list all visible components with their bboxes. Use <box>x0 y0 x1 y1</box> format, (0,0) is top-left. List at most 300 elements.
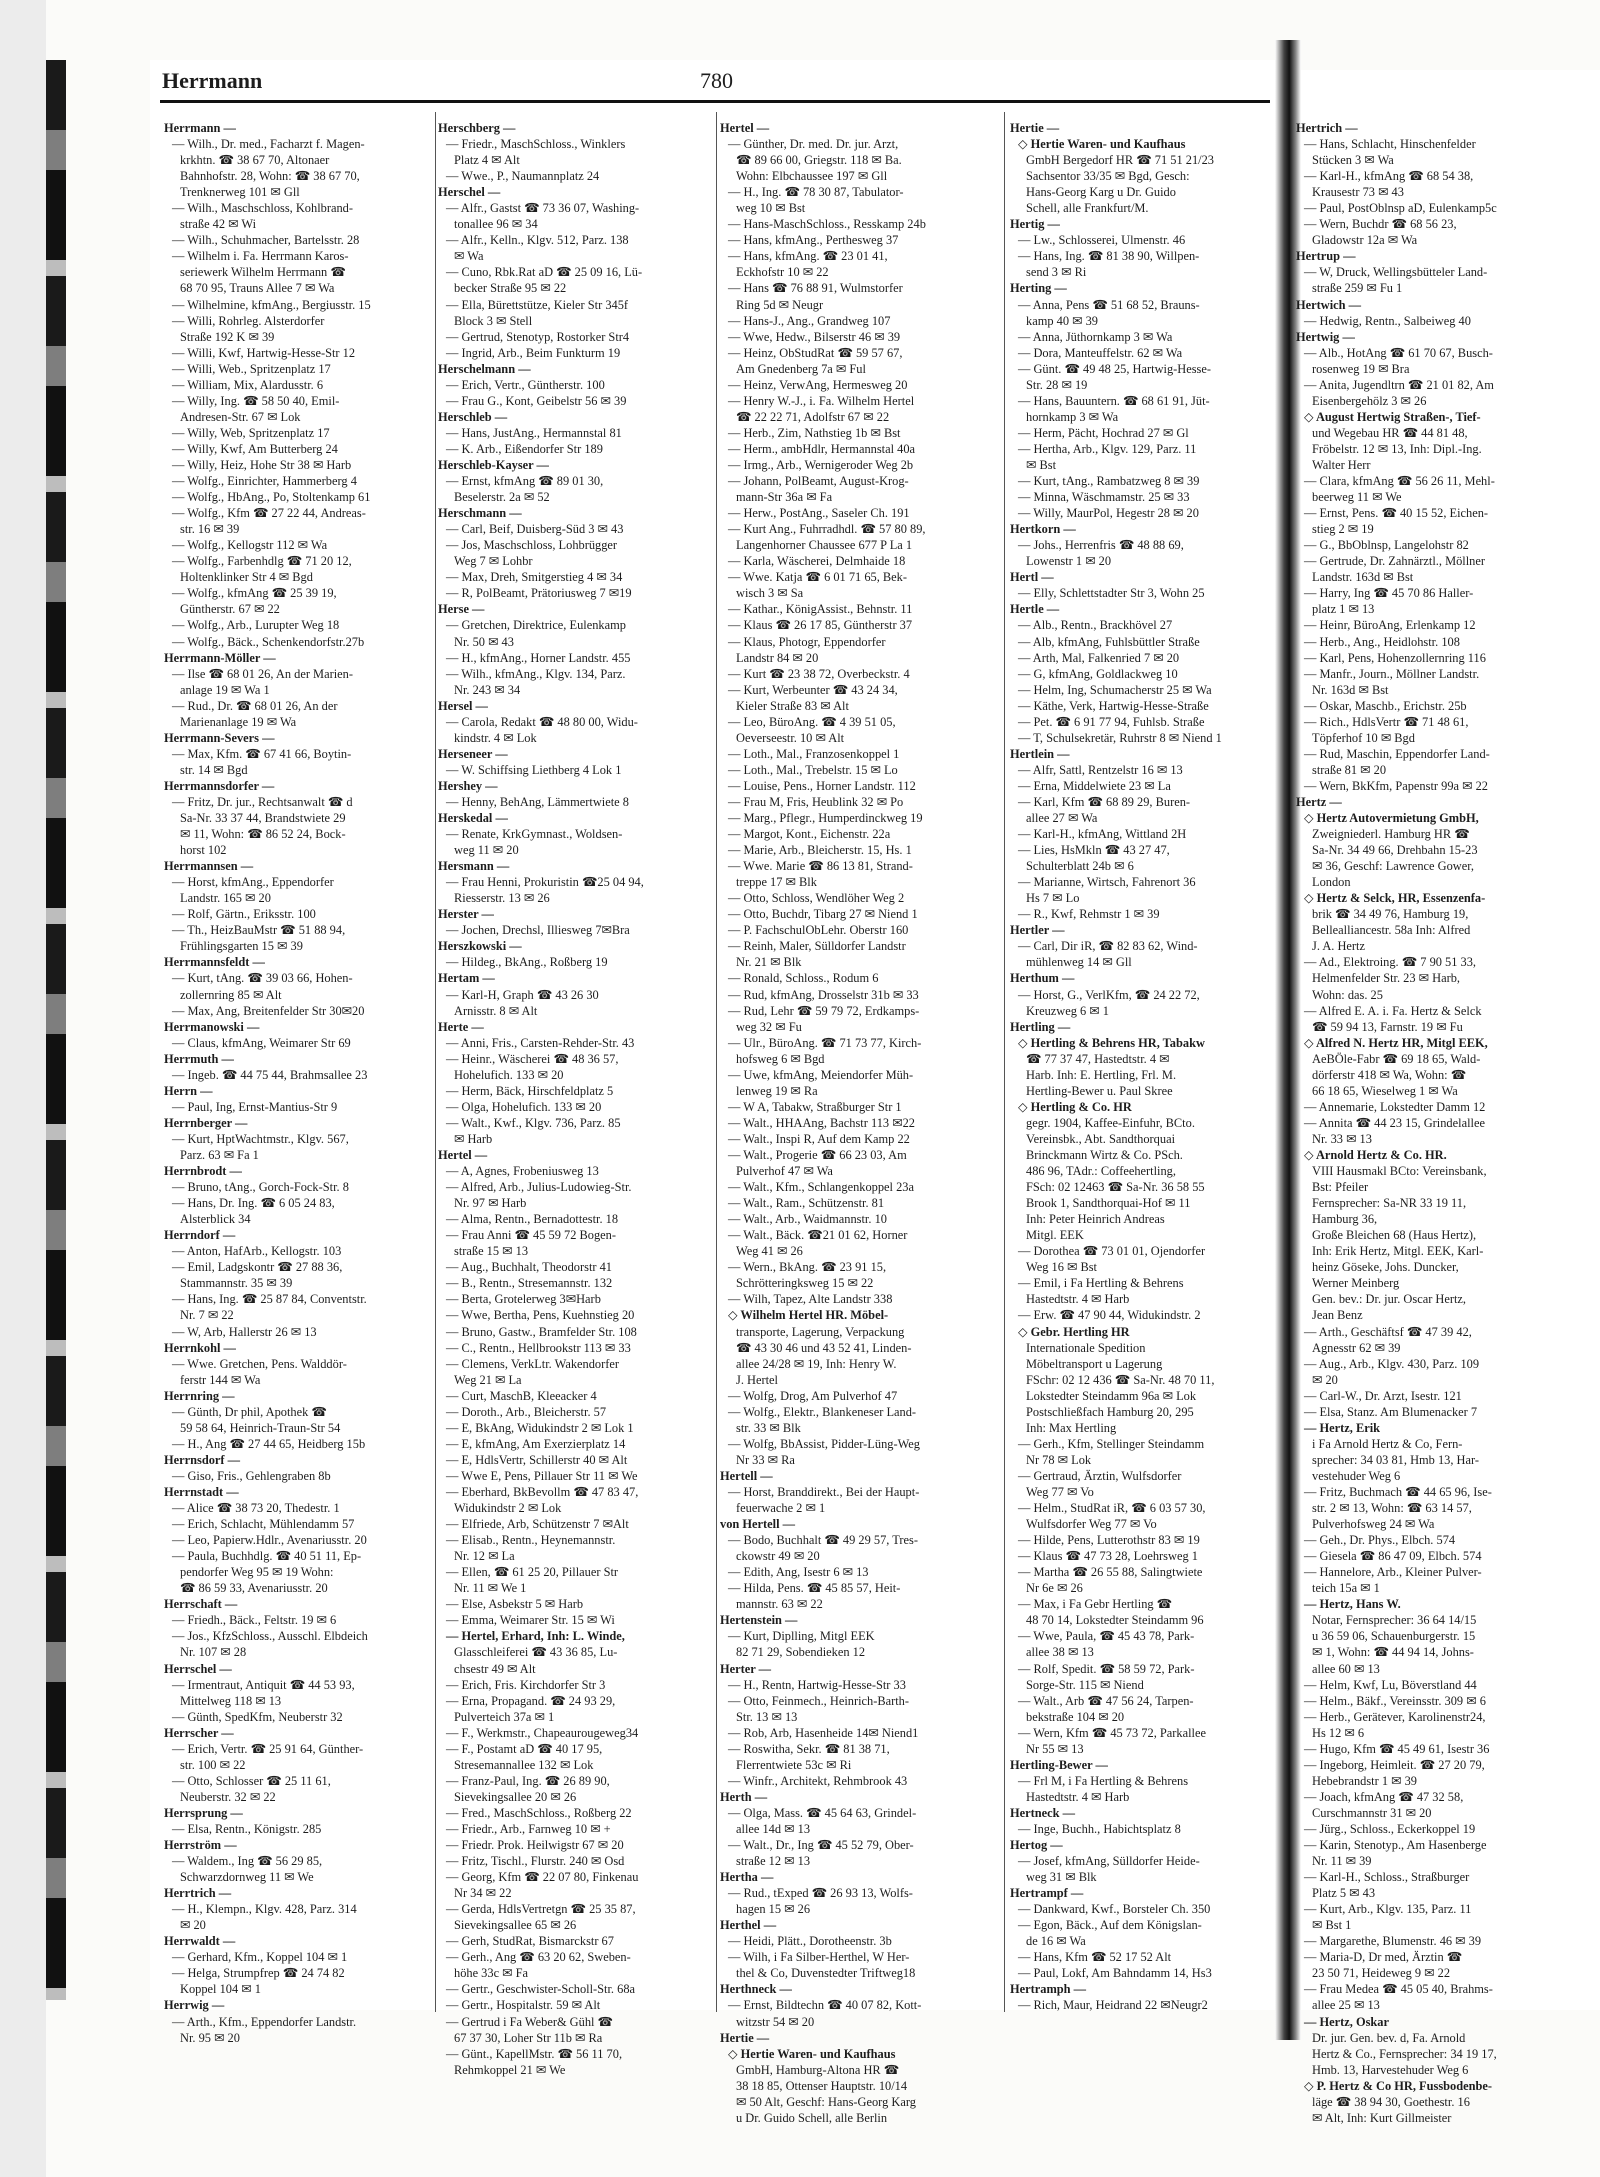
directory-entry-line: von Hertell — <box>720 1517 796 1532</box>
directory-entry-line: Koppel 104 ✉ 1 <box>180 1982 261 1997</box>
directory-entry-line: Herrmannsfeldt — <box>164 955 265 970</box>
directory-entry-line: — Dorothea ☎ 73 01 01, Ojendorfer <box>1018 1244 1206 1259</box>
directory-entry-line: — Wern, Kfm ☎ 45 73 72, Parkallee <box>1018 1725 1206 1740</box>
directory-entry-line: — Wolfg., kfmAng ☎ 25 39 19, <box>172 586 337 601</box>
directory-entry-line: Pulverteich 37a ✉ 1 <box>454 1709 555 1724</box>
directory-entry-line: ☎ 59 94 13, Farnstr. 19 ✉ Fu <box>1312 1019 1463 1034</box>
directory-entry-line: straße 42 ✉ Wi <box>180 217 257 232</box>
directory-entry-line: Am Gnedenberg 7a ✉ Ful <box>736 361 866 376</box>
directory-entry-line: — Günt., KapellMstr. ☎ 56 11 70, <box>446 2046 623 2061</box>
directory-entry-line: — Hans, Kfm ☎ 52 17 52 Alt <box>1018 1950 1172 1965</box>
directory-entry-line: — Hans, Ing. ☎ 25 87 84, Conventstr. <box>172 1292 367 1307</box>
directory-entry-line: — Willy, Kwf, Am Butterberg 24 <box>172 441 338 456</box>
directory-entry-line: — Herb., Zim, Nathstieg 1b ✉ Bst <box>728 425 901 440</box>
directory-entry-line: — Alfr., Kelln., Klgv. 512, Parz. 138 <box>446 233 629 248</box>
directory-entry-line: Herszkowski — <box>438 939 522 954</box>
directory-entry-line: — Frl M, i Fa Hertling & Behrens <box>1018 1773 1189 1788</box>
directory-entry-line: platz 1 ✉ 13 <box>1312 602 1375 617</box>
directory-entry-line: Nr. 97 ✉ Harb <box>454 1196 527 1211</box>
directory-entry-line: — Fritz, Dr. jur., Rechtsanwalt ☎ d <box>172 794 353 809</box>
directory-entry-line: Lowenstr 1 ✉ 20 <box>1026 554 1112 569</box>
directory-entry-line: Nr. 33 ✉ 13 <box>1312 1131 1372 1146</box>
directory-entry-line: Alsterblick 34 <box>180 1212 251 1227</box>
directory-entry-line: — Helm., StudRat iR, ☎ 6 03 57 30, <box>1018 1501 1206 1516</box>
directory-entry-line: — Renate, KrkGymnast., Woldsen- <box>446 827 623 842</box>
directory-entry-line: Hastedtstr. 4 ✉ Harb <box>1026 1789 1130 1804</box>
directory-entry-line: Hertog — <box>1010 1838 1063 1853</box>
directory-entry-line: — Reinh, Maler, Sülldorfer Landstr <box>728 939 906 954</box>
directory-entry-line: — E, kfmAng, Am Exerzierplatz 14 <box>446 1436 626 1451</box>
directory-entry-line: Hertie — <box>720 2030 770 2045</box>
directory-entry-line: — Arth., Kfm., Eppendorfer Landstr. <box>172 2014 357 2029</box>
directory-entry-line: GmbH, Hamburg-Altona HR ☎ <box>736 2062 900 2077</box>
directory-entry-line: — Wilh., Dr. med., Facharzt f. Magen- <box>172 137 365 152</box>
directory-entry-line: — Rud, kfmAng, Drosselstr 31b ✉ 33 <box>728 987 919 1002</box>
directory-entry-line: — Rich, Maur, Heidrand 22 ✉Neugr2 <box>1018 1998 1208 2013</box>
directory-entry-line: — Henny, BehAng, Lämmertwiete 8 <box>446 794 629 809</box>
directory-entry-line: Hertz & Co., Fernsprecher: 34 19 17, <box>1312 2046 1497 2061</box>
directory-entry-line: Herrmannsen — <box>164 859 254 874</box>
directory-entry-line: Nr. 50 ✉ 43 <box>454 634 514 649</box>
directory-entry-line: — Johs., Herrenfris ☎ 48 88 69, <box>1018 538 1184 553</box>
directory-entry-line: u 36 59 06, Schauenburgerstr. 15 <box>1312 1629 1476 1644</box>
directory-entry-line: — Erich, Vertr. ☎ 25 91 64, Günther- <box>172 1741 364 1756</box>
directory-column-5 <box>1296 120 1596 2125</box>
directory-entry-line: — Karla, Wäscherei, Delmhaide 18 <box>728 554 906 569</box>
directory-entry-line: Herrnstadt — <box>164 1484 239 1499</box>
directory-entry-line: Hmb. 13, Harvestehuder Weg 6 <box>1312 2062 1469 2077</box>
directory-entry-line: pendorfer Weg 95 ✉ 19 Wohn: <box>180 1565 334 1580</box>
directory-entry-line: — Clara, kfmAng ☎ 56 26 11, Mehl- <box>1304 474 1495 489</box>
directory-entry-line: — Arth., Geschäftsf ☎ 47 39 42, <box>1304 1324 1472 1339</box>
directory-entry-line: — Walt., Progerie ☎ 66 23 03, Am <box>728 1148 907 1162</box>
directory-entry-line: — Emma, Weimarer Str. 15 ✉ Wi <box>446 1613 615 1628</box>
directory-entry-line: 68 70 95, Trauns Allee 7 ✉ Wa <box>180 281 335 296</box>
directory-entry-line: mann-Str 36a ✉ Fa <box>736 490 833 505</box>
directory-entry-line: Hertlein — <box>1010 746 1070 761</box>
directory-entry-line: — Walt., Bäck. ☎21 01 62, Horner <box>728 1228 908 1243</box>
directory-entry-line: — G, kfmAng, Goldlackweg 10 <box>1018 666 1178 681</box>
directory-entry-line: — H., kfmAng., Horner Landstr. 455 <box>446 650 631 665</box>
directory-entry-line: — Hans-J., Ang., Grandweg 107 <box>728 313 891 328</box>
directory-entry-line: — Ernst, Bildtechn ☎ 40 07 82, Kott- <box>728 1998 922 2013</box>
directory-entry-line: brik ☎ 34 49 76, Hamburg 19, <box>1312 907 1469 922</box>
directory-entry-line: Herrwig — <box>164 1998 225 2013</box>
directory-entry-line: — Anton, HafArb., Kellogstr. 103 <box>172 1244 342 1259</box>
directory-entry-line: — Aug., Arb., Klgv. 430, Parz. 109 <box>1304 1356 1480 1371</box>
directory-entry-line: — Gretchen, Direktrice, Eulenkamp <box>446 618 626 633</box>
directory-entry-line: — Bruno, tAng., Gorch-Fock-Str. 8 <box>172 1180 349 1195</box>
directory-entry-line: — H., Ing. ☎ 78 30 87, Tabulator- <box>728 185 904 200</box>
directory-entry-line: — Wilh., kfmAng., Klgv. 134, Parz. <box>446 666 626 681</box>
directory-entry-line: Dr. jur. Gen. bev. d, Fa. Arnold <box>1312 2030 1466 2045</box>
directory-entry-line: — Martha ☎ 26 55 88, Salingtwiete <box>1018 1565 1203 1580</box>
directory-entry-line: Ring 5d ✉ Neugr <box>736 297 824 312</box>
directory-entry-line: str. 100 ✉ 22 <box>180 1757 246 1772</box>
directory-entry-line: — Claus, kfmAng, Weimarer Str 69 <box>172 1035 351 1050</box>
directory-entry-line: Hohelufich. 133 ✉ 20 <box>454 1067 564 1082</box>
directory-entry-line: — Eberhard, BkBevollm ☎ 47 83 47, <box>446 1484 639 1499</box>
directory-entry-line: — Marianne, Wirtsch, Fahrenort 36 <box>1018 875 1196 890</box>
directory-entry-line: Mitgl. EEK <box>1026 1228 1084 1243</box>
directory-entry-line: — K. Arb., Eißendorfer Str 189 <box>446 441 603 456</box>
directory-entry-line: — Egon, Bäck., Auf dem Königslan- <box>1018 1918 1202 1933</box>
directory-entry-line: — Wern., BkAng. ☎ 23 91 15, <box>728 1260 887 1275</box>
directory-entry-line: ◇ P. Hertz & Co HR, Fussbodenbe- <box>1304 2078 1493 2093</box>
directory-entry-line: ◇ Gebr. Hertling HR <box>1018 1324 1130 1339</box>
directory-entry-line: — Wolfg., Bäck., Schenkendorfstr.27b <box>172 634 365 649</box>
left-book-edge <box>0 0 46 2177</box>
directory-entry-line: — Willy, MaurPol, Hegestr 28 ✉ 20 <box>1018 506 1199 521</box>
directory-entry-line: hagen 15 ✉ 26 <box>736 1902 811 1917</box>
directory-entry-line: ◇ Hertz Autovermietung GmbH, <box>1304 811 1479 826</box>
directory-entry-line: — Gerhard, Kfm., Koppel 104 ✉ 1 <box>172 1950 348 1965</box>
directory-entry-line: Landstr. 163d ✉ Bst <box>1312 570 1414 585</box>
directory-entry-line: — Hertha, Arb., Klgv. 129, Parz. 11 <box>1018 441 1197 456</box>
directory-entry-line: hornkamp 3 ✉ Wa <box>1026 409 1119 424</box>
directory-entry-line: — Ella, Bürettstütze, Kieler Str 345f <box>446 297 629 312</box>
directory-entry-line: — G., BbOblnsp, Langelohstr 82 <box>1304 538 1469 553</box>
directory-entry-line: Herth — <box>720 1789 768 1804</box>
directory-entry-line: Inh: Max Hertling <box>1026 1420 1117 1435</box>
directory-entry-line: Oeverseestr. 10 ✉ Alt <box>736 730 845 745</box>
directory-entry-line: — Wolfg, BbAssist, Pidder-Lüng-Weg <box>728 1436 920 1451</box>
directory-entry-line: Marienanlage 19 ✉ Wa <box>180 714 297 729</box>
directory-entry-line: Weg 7 ✉ Lohbr <box>454 554 533 569</box>
directory-entry-line: thel & Co, Duvenstedter Triftweg18 <box>736 1966 916 1981</box>
directory-entry-line: — Heinr., Wäscherei ☎ 48 36 57, <box>446 1051 619 1066</box>
directory-entry-line: — Hildeg., BkAng., Roßberg 19 <box>446 955 608 970</box>
directory-entry-line: — Max, Ang, Breitenfelder Str 30✉20 <box>172 1003 365 1018</box>
directory-entry-line: — Max, i Fa Gebr Hertling ☎ <box>1018 1597 1173 1612</box>
directory-entry-line: — Wwe. Marie ☎ 86 13 81, Strand- <box>728 859 913 874</box>
directory-entry-line: Flerrentwiete 53c ✉ Ri <box>736 1757 852 1772</box>
directory-entry-line: — Heinz, VerwAng, Hermesweg 20 <box>728 377 908 392</box>
directory-entry-line: — Karl-H., Schloss., Straßburger <box>1304 1870 1470 1885</box>
directory-entry-line: Hertneck — <box>1010 1805 1076 1820</box>
directory-entry-line: — Olga, Hohelufich. 133 ✉ 20 <box>446 1099 602 1114</box>
directory-entry-line: — Kurt, Werbeunter ☎ 43 24 34, <box>728 682 898 697</box>
directory-entry-line: Herschel — <box>438 185 501 200</box>
directory-entry-line: — Frau Henni, Prokuristin ☎25 04 94, <box>446 875 644 890</box>
directory-entry-line: ✉ 20 <box>1312 1372 1338 1387</box>
directory-entry-line: — Willy, Web, Spritzenplatz 17 <box>172 425 330 440</box>
directory-entry-line: straße 12 ✉ 13 <box>736 1854 811 1869</box>
directory-entry-line: — Doroth., Arb., Bleicherstr. 57 <box>446 1404 607 1419</box>
directory-entry-line: hofsweg 6 ✉ Bgd <box>736 1051 825 1066</box>
directory-entry-line: — Rolf, Gärtn., Eriksstr. 100 <box>172 907 316 922</box>
directory-entry-line: — Hertz, Hans W. <box>1304 1597 1401 1612</box>
directory-entry-line: — Annita ☎ 44 23 15, Grindelallee <box>1304 1115 1485 1130</box>
directory-entry-line: Stresemannallee 132 ✉ Lok <box>454 1757 594 1772</box>
directory-entry-line: — Wwe., P., Naumannplatz 24 <box>446 169 600 184</box>
directory-entry-line: — Herw., PostAng., Saseler Ch. 191 <box>728 506 910 521</box>
directory-entry-line: — Bodo, Buchhalt ☎ 49 29 57, Tres- <box>728 1533 918 1548</box>
directory-entry-line: chsestr 49 ✉ Alt <box>454 1661 536 1676</box>
directory-entry-line: beerweg 11 ✉ We <box>1312 490 1402 505</box>
directory-entry-line: London <box>1312 875 1351 890</box>
directory-entry-line: — Wolfg., Kellogstr 112 ✉ Wa <box>172 538 328 553</box>
directory-entry-line: ckowstr 49 ✉ 20 <box>736 1549 820 1564</box>
directory-entry-line: — Ingrid, Arb., Beim Funkturm 19 <box>446 345 621 360</box>
directory-entry-line: 48 70 14, Lokstedter Steindamm 96 <box>1026 1613 1204 1628</box>
directory-entry-line: Hertenstein — <box>720 1613 798 1628</box>
directory-entry-line: — Erw. ☎ 47 90 44, Widukindstr. 2 <box>1018 1308 1201 1323</box>
directory-entry-line: — Fritz, Tischl., Flurstr. 240 ✉ Osd <box>446 1854 625 1869</box>
directory-entry-line: — Kurt ☎ 23 38 72, Overbeckstr. 4 <box>728 666 910 681</box>
directory-entry-line: — Wilhelmine, kfmAng., Bergiusstr. 15 <box>172 297 371 312</box>
directory-entry-line: Herrtrich — <box>164 1886 232 1901</box>
directory-entry-line: feuerwache 2 ✉ 1 <box>736 1501 826 1516</box>
directory-entry-line: Hertam — <box>438 971 495 986</box>
directory-entry-line: Herrn — <box>164 1083 213 1098</box>
directory-entry-line: teich 15a ✉ 1 <box>1312 1581 1380 1596</box>
directory-entry-line: Herrschel — <box>164 1661 232 1676</box>
directory-entry-line: Beselerstr. 2a ✉ 52 <box>454 490 550 505</box>
directory-entry-line: — Max, Dreh, Smitgerstieg 4 ✉ 34 <box>446 570 623 585</box>
directory-entry-line: — Hertel, Erhard, Inh: L. Winde, <box>446 1629 625 1644</box>
directory-entry-line: Platz 4 ✉ Alt <box>454 153 520 168</box>
directory-entry-line: — Erna, Middelwiete 23 ✉ La <box>1018 778 1171 793</box>
directory-entry-line: Hertel — <box>720 121 770 135</box>
directory-entry-line: — Bruno, Gastw., Bramfelder Str. 108 <box>446 1324 637 1339</box>
directory-entry-line: — Klaus ☎ 47 73 28, Loehrsweg 1 <box>1018 1549 1198 1564</box>
directory-entry-line: — Maria-D, Dr med, Ärztin ☎ <box>1304 1950 1463 1965</box>
directory-entry-line: — Georg, Kfm ☎ 22 07 80, Finkenau <box>446 1870 639 1885</box>
directory-entry-line: — Kurt, tAng. ☎ 39 03 66, Hohen- <box>172 971 353 986</box>
directory-entry-line: — Friedr., Arb., Farnweg 10 ✉ + <box>446 1821 611 1836</box>
directory-entry-line: Rehmkoppel 21 ✉ We <box>454 2062 566 2077</box>
directory-entry-line: — Paul, Lokf, Am Bahndamm 14, Hs3 <box>1018 1966 1212 1981</box>
directory-entry-line: — Elsa, Rentn., Königstr. 285 <box>172 1821 322 1836</box>
directory-entry-line: Herskedal — <box>438 811 508 826</box>
directory-entry-line: — Walt., Ram., Schützenstr. 81 <box>728 1196 885 1211</box>
directory-entry-line: — Wern, BkKfm, Papenstr 99a ✉ 22 <box>1304 778 1488 793</box>
directory-entry-line: — Elly, Schlettstadter Str 3, Wohn 25 <box>1018 586 1205 601</box>
directory-entry-line: — Willy, Heiz, Hohe Str 38 ✉ Harb <box>172 457 352 472</box>
directory-entry-line: — Walt., Arb., Waidmannstr. 10 <box>728 1212 887 1227</box>
directory-entry-line: Nr. 95 ✉ 20 <box>180 2030 240 2045</box>
directory-entry-line: — Walt., HHAAng, Bachstr 113 ✉22 <box>728 1115 915 1130</box>
directory-entry-line: — Friedh., Bäck., Feltstr. 19 ✉ 6 <box>172 1613 337 1628</box>
directory-entry-line: GmbH Bergedorf HR ☎ 71 51 21/23 <box>1026 153 1214 168</box>
directory-entry-line: Herseneer — <box>438 746 508 761</box>
directory-entry-line: Brook 1, Sandthorquai-Hof ✉ 11 <box>1026 1196 1191 1211</box>
directory-entry-line: — Hans, JustAng., Hermannstal 81 <box>446 425 622 440</box>
directory-entry-line: Holtenklinker Str 4 ✉ Bgd <box>180 570 313 585</box>
directory-entry-line: str. 16 ✉ 39 <box>180 522 240 537</box>
directory-entry-line: Inh: Erik Hertz, Mitgl. EEK, Karl- <box>1312 1244 1484 1259</box>
directory-entry-line: Kreuzweg 6 ✉ 1 <box>1026 1003 1109 1018</box>
directory-entry-line: — Aug., Buchhalt, Theodorstr 41 <box>446 1260 612 1275</box>
directory-entry-line: Herrmanowski — <box>164 1019 260 1034</box>
directory-entry-line: — Joach, kfmAng ☎ 47 32 58, <box>1304 1789 1464 1804</box>
directory-entry-line: Herrström — <box>164 1838 237 1853</box>
directory-entry-line: — Uwe, kfmAng, Meiendorfer Müh- <box>728 1067 914 1082</box>
directory-entry-line: Hertell — <box>720 1468 773 1483</box>
directory-entry-line: höhe 33c ✉ Fa <box>454 1966 529 1981</box>
directory-entry-line: Große Bleichen 68 (Haus Hertz), <box>1312 1228 1477 1243</box>
directory-entry-line: — Karl, Kfm ☎ 68 89 29, Buren- <box>1018 794 1191 809</box>
column-divider <box>1004 112 1005 2012</box>
directory-column-2 <box>438 120 712 2077</box>
directory-entry-line: — Heinr, BüroAng, Erlenkamp 12 <box>1304 618 1476 633</box>
directory-entry-line: allee 38 ✉ 13 <box>1026 1645 1094 1660</box>
directory-entry-line: — Herm, Pächt, Hochrad 27 ✉ Gl <box>1018 425 1189 440</box>
directory-entry-line: Riesserstr. 13 ✉ 26 <box>454 891 550 906</box>
directory-entry-line: ◇ Arnold Hertz & Co. HR. <box>1304 1148 1447 1162</box>
directory-entry-line: lenweg 19 ✉ Ra <box>736 1083 818 1098</box>
directory-entry-line: 67 37 30, Loher Str 11b ✉ Ra <box>454 2030 603 2045</box>
directory-entry-line: — Günt. ☎ 49 48 25, Hartwig-Hesse- <box>1018 361 1212 376</box>
directory-entry-line: Str. 28 ✉ 19 <box>1026 377 1088 392</box>
directory-entry-line: — Elfriede, Arb, Schützenstr 7 ✉Alt <box>446 1517 629 1532</box>
directory-entry-line: Wulfsdorfer Weg 77 ✉ Vo <box>1026 1517 1157 1532</box>
directory-entry-line: — Max, Kfm. ☎ 67 41 66, Boytin- <box>172 746 352 761</box>
directory-entry-line: — Wolfg., Farbenhdlg ☎ 71 20 12, <box>172 554 352 569</box>
directory-entry-line: — Kurt, Arb., Klgv. 135, Parz. 11 <box>1304 1902 1472 1917</box>
directory-entry-line: str. 33 ✉ Blk <box>736 1420 801 1435</box>
directory-entry-line: — Rud, Maschin, Eppendorfer Land- <box>1304 746 1490 761</box>
directory-entry-line: weg 11 ✉ 20 <box>454 843 519 858</box>
directory-entry-line: — Hedwig, Rentn., Salbeiweg 40 <box>1304 313 1471 328</box>
directory-entry-line: Kieler Straße 83 ✉ Alt <box>736 698 849 713</box>
directory-entry-line: Landstr 84 ✉ 20 <box>736 650 819 665</box>
directory-entry-line: — Erich, Fris. Kirchdorfer Str 3 <box>446 1677 606 1692</box>
directory-entry-line: witzstr 54 ✉ 20 <box>736 2014 815 2029</box>
directory-entry-line: — Gertrud, Stenotyp, Rostorker Str4 <box>446 329 630 344</box>
directory-entry-line: Frühlingsgarten 15 ✉ 39 <box>180 939 303 954</box>
directory-entry-line: — Horst, kfmAng., Eppendorfer <box>172 875 334 890</box>
directory-entry-line: Herrmannsdorfer — <box>164 778 275 793</box>
directory-entry-line: Andresen-Str. 67 ✉ Lok <box>180 409 301 424</box>
directory-entry-line: Töpferhof 10 ✉ Bgd <box>1312 730 1415 745</box>
directory-entry-line: — Willi, Rohrleg. Alsterdorfer <box>172 313 325 328</box>
directory-entry-line: Hertrich — <box>1296 121 1358 135</box>
directory-entry-line: — Walt., Kfm., Schlangenkoppel 23a <box>728 1180 914 1195</box>
directory-entry-line: — Wwe, Bertha, Pens, Kuehnstieg 20 <box>446 1308 635 1323</box>
directory-entry-line: FSchr: 02 12 436 ☎ Sa-Nr. 48 70 11, <box>1026 1372 1215 1387</box>
directory-entry-line: Inh: Peter Heinrich Andreas <box>1026 1212 1165 1227</box>
directory-entry-line: Trenknerweg 101 ✉ Gll <box>180 185 300 200</box>
directory-entry-line: — Wilhelm i. Fa. Herrmann Karos- <box>172 249 349 264</box>
directory-entry-line: — Karl-H, Graph ☎ 43 26 30 <box>446 987 599 1002</box>
directory-entry-line: Sa-Nr. 33 37 44, Brandstwiete 29 <box>180 811 346 826</box>
directory-entry-line: — Alb., Rentn., Brackhövel 27 <box>1018 618 1173 633</box>
directory-entry-line: VIII Hausmakl BCto: Vereinsbank, <box>1312 1164 1487 1179</box>
directory-entry-line: Herrsprung — <box>164 1805 243 1820</box>
directory-entry-line: ☎ 22 22 71, Adolfstr 67 ✉ 22 <box>736 409 890 424</box>
directory-entry-line: i Fa Arnold Hertz & Co, Fern- <box>1312 1436 1463 1451</box>
directory-entry-line: Hertkorn — <box>1010 522 1076 537</box>
directory-entry-line: ✉ Wa <box>454 249 484 264</box>
directory-entry-line: Bst: Pfeiler <box>1312 1180 1369 1195</box>
directory-entry-line: Fröbelstr. 12 ✉ 13, Inh: Dipl.-Ing. <box>1312 441 1482 456</box>
directory-entry-line: — Rob, Arb, Hasenheide 14✉ Niend1 <box>728 1725 919 1740</box>
directory-entry-line: Herschberg — <box>438 121 516 135</box>
directory-entry-line: Brinckmann Wirtz & Co. PSch. <box>1026 1148 1183 1162</box>
directory-entry-line: Nr. 163d ✉ Bst <box>1312 682 1389 697</box>
directory-entry-line: ✉ Bst <box>1026 457 1057 472</box>
directory-entry-line: — William, Mix, Alardusstr. 6 <box>172 377 324 392</box>
directory-entry-line: — Elisab., Rentn., Heynemannstr. <box>446 1533 616 1548</box>
column-divider <box>716 112 717 2012</box>
directory-entry-line: — Jürg., Schloss., Eckerkoppel 19 <box>1304 1821 1476 1836</box>
directory-entry-line: — Inge, Buchh., Habichtsplatz 8 <box>1018 1821 1181 1836</box>
directory-entry-line: Curschmannstr 31 ✉ 20 <box>1312 1805 1432 1820</box>
directory-entry-line: — F., Postamt aD ☎ 40 17 95, <box>446 1741 603 1756</box>
directory-entry-line: — Carl-W., Dr. Arzt, Isestr. 121 <box>1304 1388 1462 1403</box>
directory-entry-line: — Ulr., BüroAng. ☎ 71 73 77, Kirch- <box>728 1035 922 1050</box>
directory-entry-line: Herster — <box>438 907 494 922</box>
directory-entry-line: — Anni, Fris., Carsten-Rehder-Str. 43 <box>446 1035 635 1050</box>
directory-entry-line: Jean Benz <box>1312 1308 1363 1323</box>
directory-entry-line: Hs 12 ✉ 6 <box>1312 1725 1365 1740</box>
directory-entry-line: u Dr. Guido Schell, alle Berlin <box>736 2110 888 2125</box>
directory-entry-line: — Curt, MaschB, Kleeacker 4 <box>446 1388 597 1403</box>
directory-entry-line: Krausestr 73 ✉ 43 <box>1312 185 1404 200</box>
directory-entry-line: — Ernst, Pens. ☎ 40 15 52, Eichen- <box>1304 506 1489 521</box>
directory-entry-line: ☎ 43 30 46 und 43 52 41, Linden- <box>736 1340 912 1355</box>
directory-entry-line: Herschleb-Kayser — <box>438 457 549 472</box>
column-divider <box>435 112 436 2012</box>
directory-entry-line: — Wolfg, Drog, Am Pulverhof 47 <box>728 1388 898 1403</box>
directory-entry-line: Lokstedter Steindamm 96a ✉ Lok <box>1026 1388 1197 1403</box>
directory-entry-line: Schell, alle Frankfurt/M. <box>1026 201 1149 216</box>
directory-entry-line: — Gerh., Kfm, Stellinger Steindamm <box>1018 1436 1205 1451</box>
directory-entry-line: Schulterblatt 24b ✉ 6 <box>1026 859 1134 874</box>
directory-entry-line: mühlenweg 14 ✉ Gll <box>1026 955 1132 970</box>
directory-entry-line: ☎ 77 37 47, Hastedtstr. 4 ✉ <box>1026 1051 1170 1066</box>
directory-entry-line: Zweigniederl. Hamburg HR ☎ <box>1312 827 1470 842</box>
directory-entry-line: Notar, Fernsprecher: 36 64 14/15 <box>1312 1613 1477 1628</box>
directory-entry-line: ✉ Alt, Inh: Kurt Gillmeister <box>1312 2110 1452 2125</box>
directory-entry-line: — Carola, Redakt ☎ 48 80 00, Widu- <box>446 714 638 729</box>
page-number: 780 <box>700 68 733 93</box>
directory-entry-line: Parz. 63 ✉ Fa 1 <box>180 1148 259 1162</box>
directory-entry-line: — Edith, Ang, Isestr 6 ✉ 13 <box>728 1565 869 1580</box>
directory-entry-line: — Walt., Arb ☎ 47 56 24, Tarpen- <box>1018 1693 1194 1708</box>
directory-entry-line: — Anna, Jüthornkamp 3 ✉ Wa <box>1018 329 1173 344</box>
directory-entry-line: Herrwaldt — <box>164 1934 236 1949</box>
directory-entry-line: Helmenfelder Str. 23 ✉ Harb, <box>1312 971 1461 986</box>
directory-entry-line: — Anna, Pens ☎ 51 68 52, Brauns- <box>1018 297 1200 312</box>
directory-entry-line: Postschließfach Hamburg 20, 295 <box>1026 1404 1194 1419</box>
directory-entry-line: allee 60 ✉ 13 <box>1312 1661 1380 1676</box>
directory-entry-line: — Wolfg., Arb., Lurupter Weg 18 <box>172 618 340 633</box>
directory-entry-line: — Frau Anni ☎ 45 59 72 Bogen- <box>446 1228 616 1243</box>
directory-entry-line: ◇ Hertling & Behrens HR, Tabakw <box>1018 1035 1205 1050</box>
directory-entry-line: Langenhorner Chaussee 677 P La 1 <box>736 538 913 553</box>
directory-entry-line: — Willy, Ing. ☎ 58 50 40, Emil- <box>172 393 340 408</box>
directory-entry-line: transporte, Lagerung, Verpackung <box>736 1324 905 1339</box>
directory-entry-line: — Rolf, Spedit. ☎ 58 59 72, Park- <box>1018 1661 1195 1676</box>
directory-entry-line: — Ad., Elektroing. ☎ 7 90 51 33, <box>1304 955 1477 970</box>
directory-entry-line: — Ingeborg, Heimleit. ☎ 27 20 79, <box>1304 1757 1485 1772</box>
directory-entry-line: — Lw., Schlosserei, Ulmenstr. 46 <box>1018 233 1186 248</box>
directory-entry-line: straße 259 ✉ Fu 1 <box>1312 281 1403 296</box>
directory-entry-line: — Margarethe, Blumenstr. 46 ✉ 39 <box>1304 1934 1482 1949</box>
directory-entry-line: — Paul, Ing, Ernst-Mantius-Str 9 <box>172 1099 338 1114</box>
directory-entry-line: Arnisstr. 8 ✉ Alt <box>454 1003 538 1018</box>
directory-entry-line: ☎ 86 59 33, Avenariusstr. 20 <box>180 1581 328 1596</box>
directory-entry-line: Hersmann — <box>438 859 510 874</box>
directory-entry-line: — Hans-MaschSchloss., Resskamp 24b <box>728 217 926 232</box>
directory-entry-line: Hans-Georg Karg u Dr. Guido <box>1026 185 1176 200</box>
directory-entry-line: Pulverhof 47 ✉ Wa <box>736 1164 833 1179</box>
directory-entry-line: — Oskar, Maschb., Erichstr. 25b <box>1304 698 1467 713</box>
directory-entry-line: Hebebrandstr 1 ✉ 39 <box>1312 1773 1418 1788</box>
